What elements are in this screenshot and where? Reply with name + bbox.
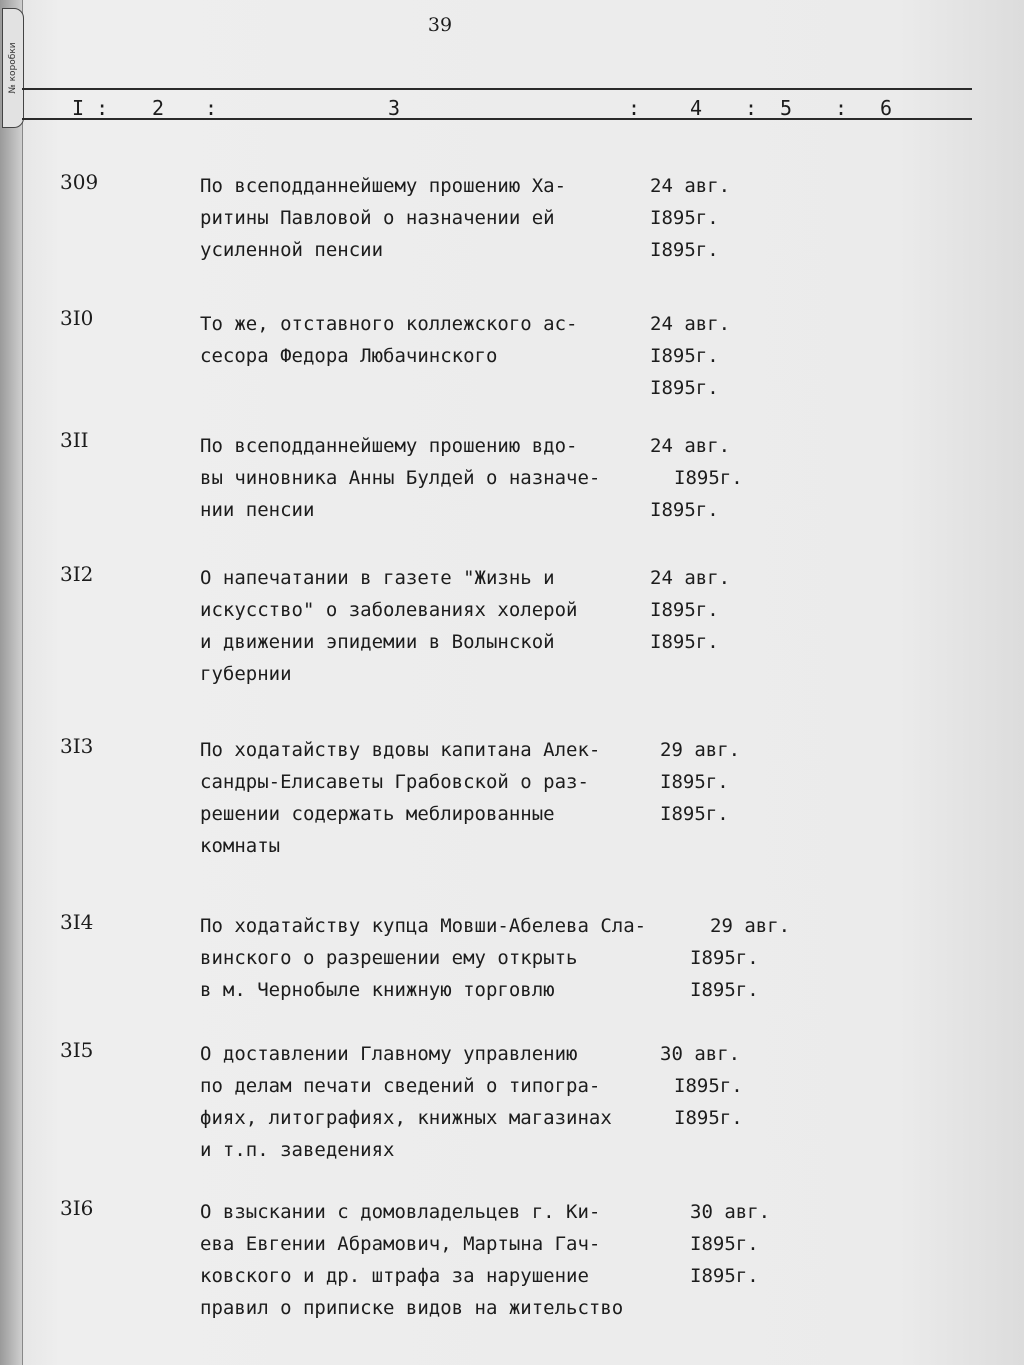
entry-description	[200, 1196, 660, 1324]
margin-tab	[2, 8, 24, 128]
entry-dates	[650, 734, 810, 830]
entry-number: 3I6	[60, 1196, 94, 1220]
header-sep-4: :	[745, 96, 758, 120]
entry-number: 309	[60, 170, 99, 194]
entry-description	[200, 308, 660, 372]
description-line: губернии	[200, 663, 292, 685]
end-date: I895г.	[690, 1265, 759, 1287]
entry-dates	[650, 170, 810, 266]
description-line: ковского и др. штрафа за нарушение	[200, 1265, 589, 1287]
description-line: винского о разрешении ему открыть	[200, 947, 578, 969]
header-rule-bottom	[22, 118, 972, 120]
entry-dates	[650, 910, 810, 1006]
description-line: усиленной пенсии	[200, 239, 384, 261]
start-date: 24 авг.	[650, 175, 731, 197]
description-line: По всеподданнейшему прошению Ха-	[200, 175, 567, 197]
entry-number: 3I2	[60, 562, 94, 586]
header-sep-3: :	[628, 96, 641, 120]
entry-number: 3II	[60, 428, 89, 452]
entry-dates	[650, 1196, 810, 1292]
entry-dates	[650, 430, 810, 526]
page-number: 39	[427, 14, 453, 36]
end-date: I895г.	[690, 947, 759, 969]
entry-description	[200, 430, 660, 526]
header-rule-top	[22, 88, 972, 90]
description-line: комнаты	[200, 835, 281, 857]
entry-dates	[650, 562, 810, 658]
end-date: I895г.	[674, 1075, 743, 1097]
entry-description	[200, 734, 660, 862]
end-date: I895г.	[650, 499, 719, 521]
description-line: правил о приписке видов на жительство	[200, 1297, 624, 1319]
description-line: ева Евгении Абрамович, Мартына Гач-	[200, 1233, 601, 1255]
entry-dates	[650, 308, 810, 404]
description-line: и т.п. заведениях	[200, 1139, 395, 1161]
start-date: 24 авг.	[650, 313, 731, 335]
entry-description	[200, 1038, 660, 1166]
entry-number: 3I0	[60, 306, 94, 330]
start-date: 24 авг.	[650, 567, 731, 589]
start-date: 30 авг.	[690, 1201, 771, 1223]
start-date: 29 авг.	[660, 739, 741, 761]
end-date: I895г.	[650, 207, 719, 229]
end-date: I895г.	[660, 771, 729, 793]
header-sep-5: :	[835, 96, 848, 120]
entry-number: 3I3	[60, 734, 94, 758]
description-line: и движении эпидемии в Волынской	[200, 631, 555, 653]
description-line: О напечатании в газете "Жизнь и	[200, 567, 555, 589]
start-date: 24 авг.	[650, 435, 731, 457]
header-sep-2: :	[205, 96, 218, 120]
description-line: сандры-Елисаветы Грабовской о раз-	[200, 771, 589, 793]
end-date: I895г.	[674, 467, 743, 489]
entry-description	[200, 170, 660, 266]
header-col-5: 5	[780, 96, 793, 120]
end-date: I895г.	[674, 1107, 743, 1129]
description-line: искусство" о заболеваниях холерой	[200, 599, 578, 621]
header-col-6: 6	[880, 96, 893, 120]
start-date: 30 авг.	[660, 1043, 741, 1065]
header-col-3: 3	[388, 96, 401, 120]
description-line: сесора Федора Любачинского	[200, 345, 498, 367]
header-col-1: I :	[72, 96, 109, 120]
description-line: По всеподданнейшему прошению вдо-	[200, 435, 578, 457]
description-line: в м. Чернобыле книжную торговлю	[200, 979, 555, 1001]
entry-dates	[650, 1038, 810, 1134]
end-date: I895г.	[650, 345, 719, 367]
description-line: О доставлении Главному управлению	[200, 1043, 578, 1065]
header-col-2: 2	[152, 96, 165, 120]
end-date: I895г.	[690, 979, 759, 1001]
entry-description	[200, 910, 660, 1006]
end-date: I895г.	[650, 239, 719, 261]
end-date: I895г.	[650, 631, 719, 653]
end-date: I895г.	[650, 377, 719, 399]
end-date: I895г.	[660, 803, 729, 825]
entry-description	[200, 562, 660, 690]
margin-label: № коробки	[8, 42, 18, 94]
entry-number: 3I5	[60, 1038, 94, 1062]
end-date: I895г.	[690, 1233, 759, 1255]
description-line: нии пенсии	[200, 499, 315, 521]
description-line: По ходатайству вдовы капитана Алек-	[200, 739, 601, 761]
description-line: По ходатайству купца Мовши-Абелева Сла-	[200, 915, 647, 937]
start-date: 29 авг.	[710, 915, 791, 937]
end-date: I895г.	[650, 599, 719, 621]
description-line: по делам печати сведений о типогра-	[200, 1075, 601, 1097]
description-line: ритины Павловой о назначении ей	[200, 207, 555, 229]
description-line: вы чиновника Анны Булдей о назначе-	[200, 467, 601, 489]
description-line: То же, отставного коллежского ас-	[200, 313, 578, 335]
entry-number: 3I4	[60, 910, 94, 934]
page-binding	[0, 0, 23, 1365]
header-col-4: 4	[690, 96, 703, 120]
description-line: решении содержать меблированные	[200, 803, 555, 825]
description-line: О взыскании с домовладельцев г. Ки-	[200, 1201, 601, 1223]
description-line: фиях, литографиях, книжных магазинах	[200, 1107, 612, 1129]
